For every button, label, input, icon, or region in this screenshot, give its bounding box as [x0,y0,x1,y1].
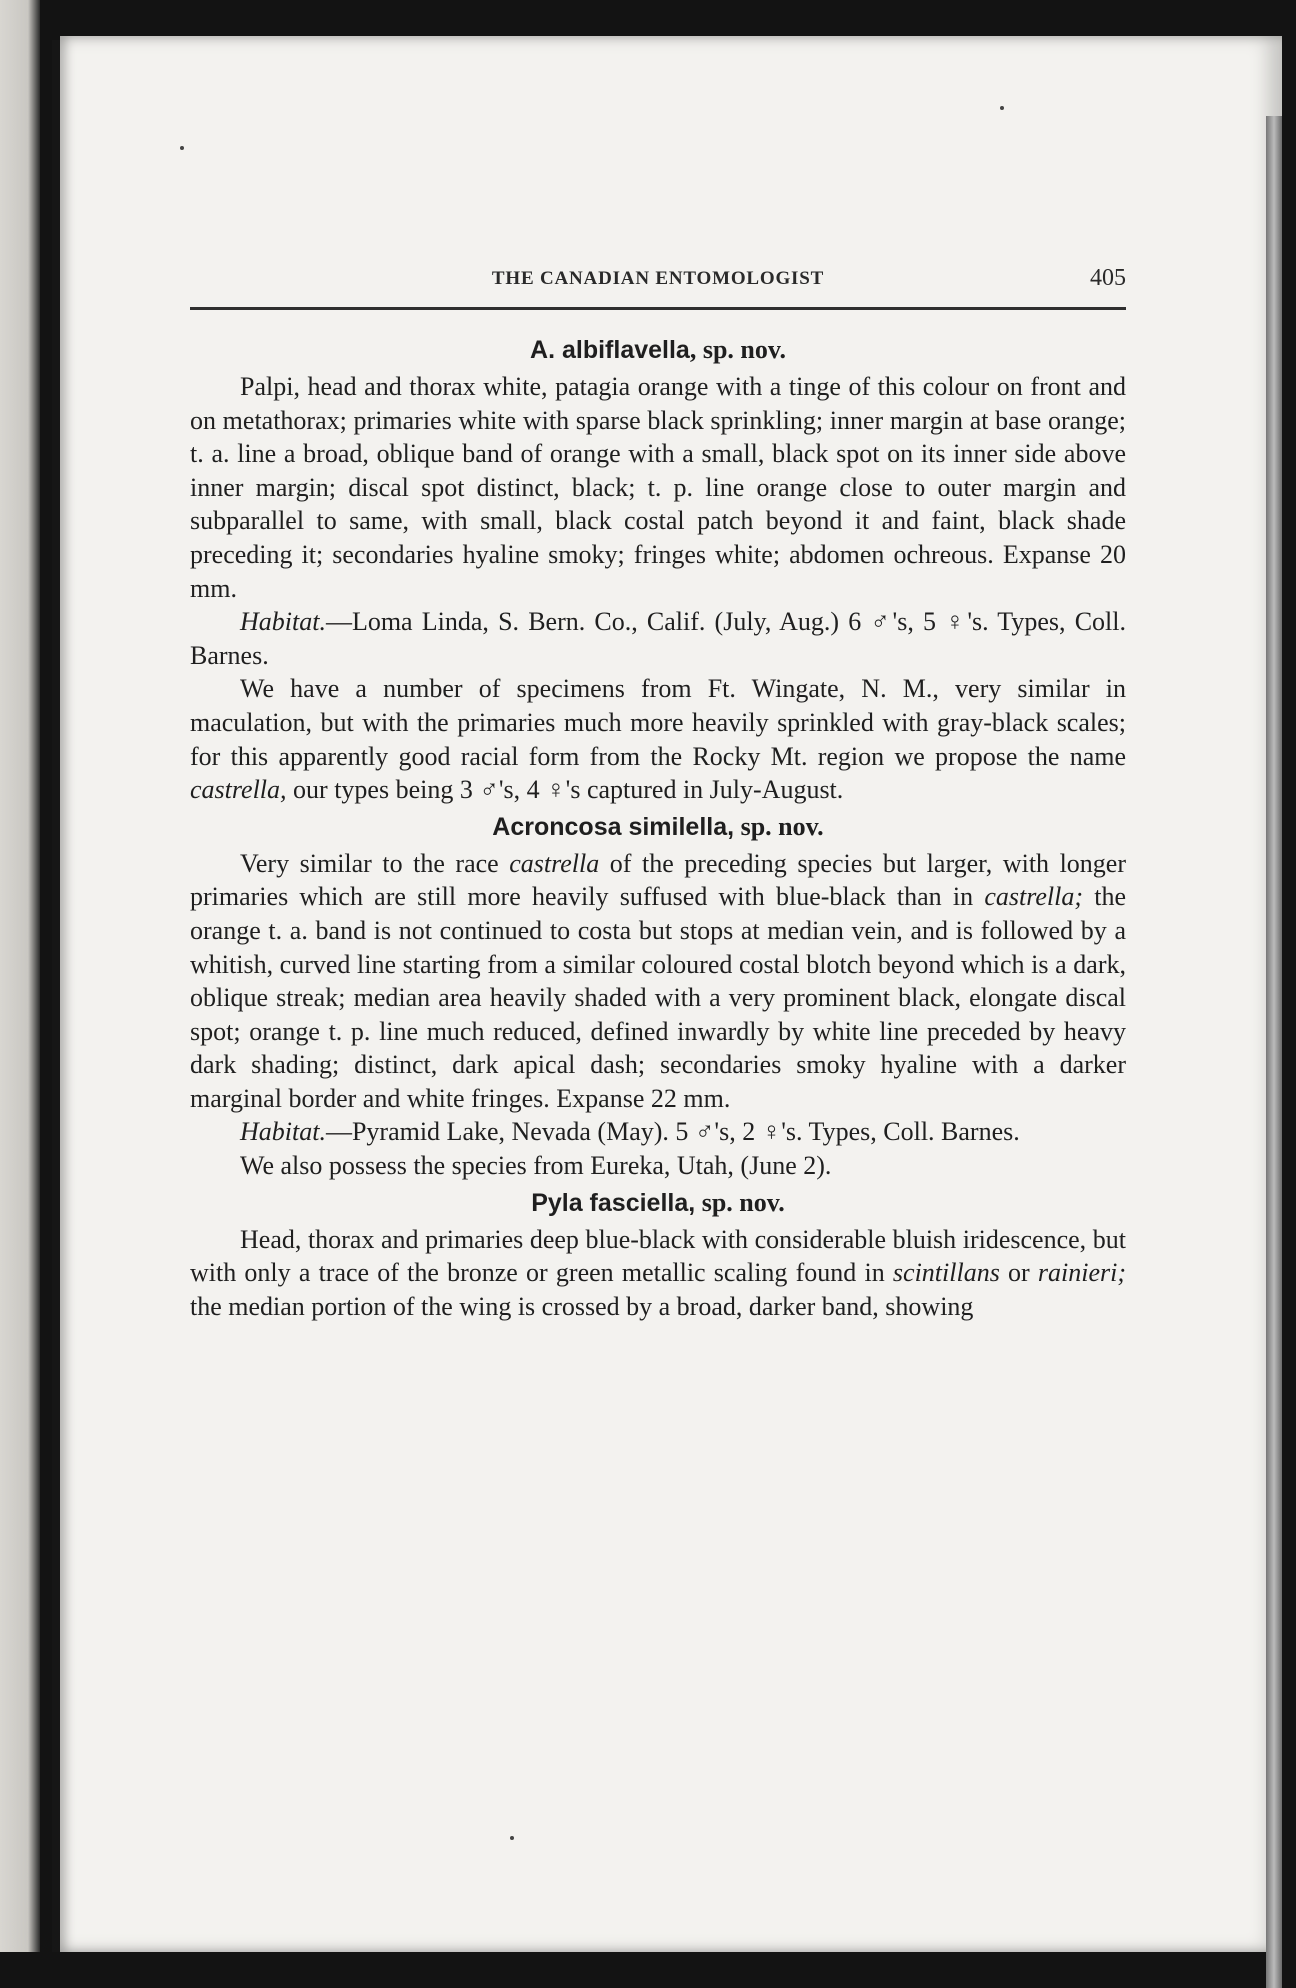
page-edge-shadow [1266,116,1282,1988]
adjacent-page-sliver [0,0,40,1952]
page-number: 405 [1090,265,1126,291]
remark-paragraph: We have a number of specimens from Ft. Wingate, N. M., very similar in maculation, but with the primaries much more heavily sprinkled with gray-black scales; for this apparently good racial form from the Rocky Mt. region we propose the name castrella, our types being 3 ♂'s, 4 ♀'s captured in July-August. [190,674,1126,805]
dust-speck [510,1836,514,1840]
running-title: THE CANADIAN ENTOMOLOGIST [491,268,825,289]
article-body [190,330,1126,1323]
species-heading-albiflavella: A. albiflavella, sp. nov. [530,335,786,364]
running-head [190,265,1126,302]
remark-paragraph: We also possess the species from Eureka, Utah, (June 2). [240,1151,832,1181]
dust-speck [1000,106,1004,110]
species-heading-similella: Acroncosa similella, sp. nov. [492,811,824,841]
habitat-paragraph: Habitat.—Loma Linda, S. Bern. Co., Calif. (July, Aug.) 6 ♂'s, 5 ♀'s. Types, Coll. Barnes. [190,607,1126,670]
habitat-paragraph: Habitat.—Pyramid Lake, Nevada (May). 5 ♂'s, 2 ♀'s. Types, Coll. Barnes. [240,1117,1020,1147]
dust-speck [180,146,184,150]
species-heading-fasciella: Pyla fasciella, sp. nov. [531,1187,785,1217]
description-paragraph: Palpi, head and thorax white, patagia orange with a tinge of this colour on front and on metathorax; primaries white with sparse black sprinkling; inner margin at base orange; t. a. line a broad, oblique band of orange with a small, black spot on its inner side above inner margin; discal spot distinct, black; t. p. line orange close to outer margin and subparallel to same, with small, black costal patch beyond it and faint, black shade preceding it; secondaries hyaline smoky; fringes white; abdomen ochreous. Expanse 20 mm. [190,372,1126,603]
description-paragraph: Very similar to the race castrella of the preceding species but larger, with longer primaries which are still more heavily suffused with blue-black than in castrella; the orange t. a. band is not continued to costa but stops at median vein, and is followed by a whitish, curved line starting from a similar coloured costal blotch beyond which is a dark, oblique streak; median area heavily shaded with a very prominent black, elongate discal spot; orange t. p. line much reduced, defined inwardly by white line preceded by heavy dark shading; distinct, dark apical dash; secondaries smoky hyaline with a darker marginal border and white fringes. Expanse 22 mm. [190,848,1126,1113]
description-paragraph: Head, thorax and primaries deep blue-black with considerable bluish iridescence, but with only a trace of the bronze or green metallic scaling found in scintillans or rainieri; the median portion of the wing is crossed by a broad, darker band, showing [190,1224,1126,1321]
header-rule [190,307,1126,310]
